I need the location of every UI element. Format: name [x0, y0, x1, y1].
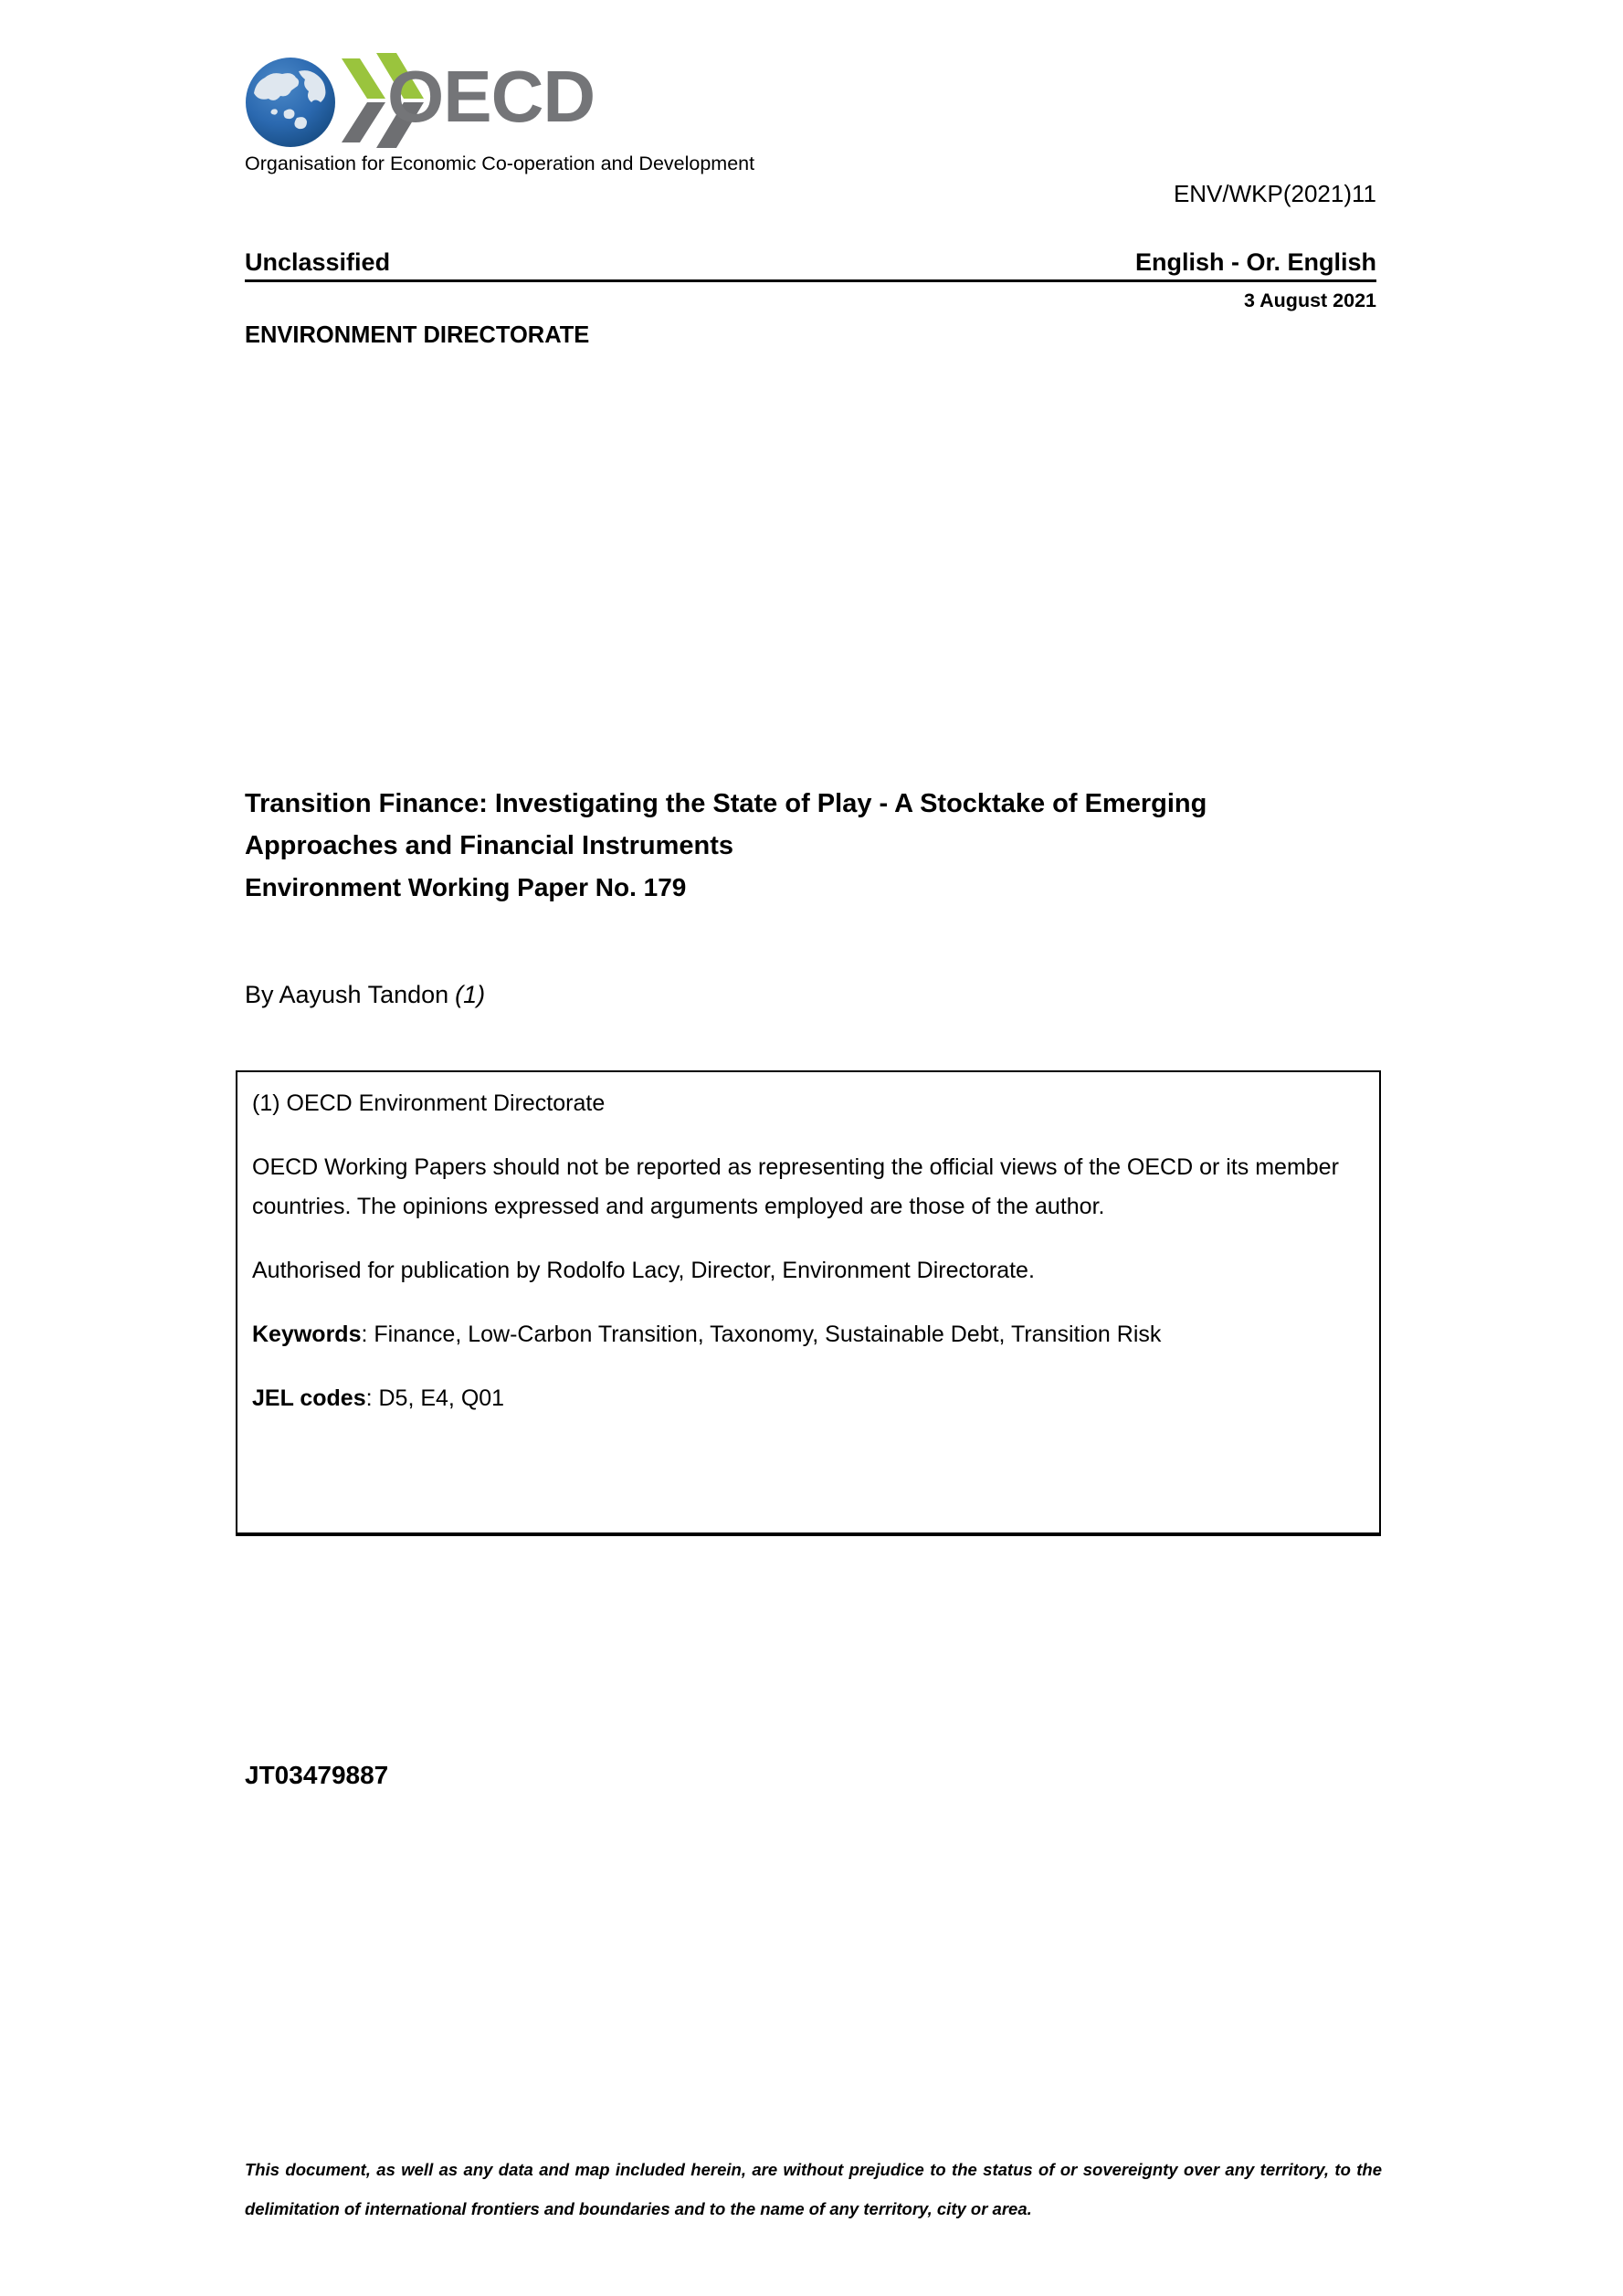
author-affiliation: (1) OECD Environment Directorate: [252, 1090, 606, 1116]
classification-label: Unclassified: [245, 248, 391, 276]
oecd-globe-icon: [245, 57, 336, 148]
organisation-name: Organisation for Economic Co-operation and Development: [245, 153, 755, 174]
document-reference: ENV/WKP(2021)11: [1173, 180, 1376, 207]
territorial-disclaimer: This document, as well as any data and map included herein, are without prejudice to the status of or sovereignty over any territory, to the delimitation of international frontiers and boundaries and to the name of any territory, city or area.: [245, 2160, 1382, 2218]
jel-codes-value: : D5, E4, Q01: [365, 1385, 505, 1411]
keywords-line: [252, 1315, 1365, 1354]
keywords-label: Keywords: [252, 1322, 362, 1347]
jel-codes-label: JEL codes: [252, 1385, 366, 1411]
jel-codes-line: [252, 1379, 1365, 1418]
header-divider: [245, 279, 1376, 282]
views-disclaimer: OECD Working Papers should not be reported as representing the official views of the OECD or its member countries. The opinions expressed and arguments employed are those of the author.: [252, 1154, 1339, 1219]
oecd-wordmark: OECD: [387, 56, 595, 137]
byline-author: By Aayush Tandon: [245, 981, 449, 1008]
keywords-value: : Finance, Low-Carbon Transition, Taxonomy, Sustainable Debt, Transition Risk: [361, 1322, 1162, 1347]
directorate-name: ENVIRONMENT DIRECTORATE: [245, 322, 590, 348]
language-label: English - Or. English: [1134, 248, 1376, 276]
byline-note-ref: (1): [455, 981, 486, 1008]
info-box: [236, 1070, 1381, 1536]
working-paper-number: Environment Working Paper No. 179: [245, 873, 687, 901]
byline: [245, 981, 485, 1009]
paper-title: Transition Finance: Investigating the State of Play - A Stocktake of Emerging Approaches and Financial Instruments: [245, 789, 1207, 861]
jt-number: JT03479887: [245, 1761, 389, 1789]
publication-date: 3 August 2021: [1244, 290, 1376, 311]
authorisation-note: Authorised for publication by Rodolfo Lacy, Director, Environment Directorate.: [252, 1258, 1035, 1283]
